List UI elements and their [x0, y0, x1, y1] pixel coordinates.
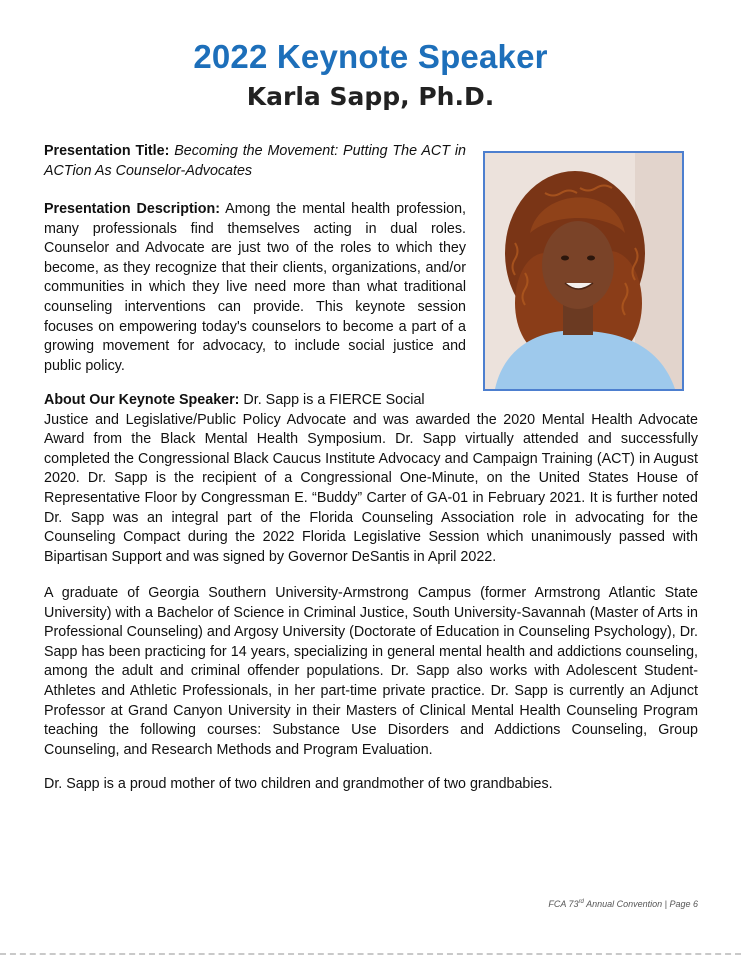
footer-superscript: rd [578, 899, 584, 905]
presentation-title-paragraph [44, 142, 466, 181]
about-text: Justice and Legislative/Public Policy Advocate and was awarded the 2020 Mental Health Advocate Award from the Black Mental Health Symposium. Dr. Sapp virtually attended and successfully completed the Congressional Black Caucus Institute Advocacy and Campaign Training (ACT) in August 2020. Dr. Sapp is the recipient of a Congressional One-Minute, on the United States House of Representative Floor by Congressman E. “Buddy” Carter of GA-01 in February 2021. It is further noted Dr. Sapp was an integral part of the Florida Counseling Association role in advocating for the Counseling Compact during the 2022 Florida Legislative Session which unanimously passed with Bipartisan Support and was signed by Governor DeSantis in April 2022. [44, 411, 698, 565]
speaker-photo [483, 151, 684, 391]
presentation-title-value: Becoming the Movement: Putting The ACT in ACTion As Counselor-Advocates [44, 143, 466, 179]
about-first-line [44, 391, 698, 411]
page-title: 2022 Keynote Speaker [193, 38, 548, 75]
presentation-title-label: Presentation Title: [44, 143, 170, 159]
presentation-description-text: Among the mental health profession, many professionals find themselves acting in dual roles. Counselor and Advocate are just two of the roles to which they become, as they recognize that their clients, organizations, and/or communities in which they live need more than what traditional counseling interventions can provide. This keynote session focuses on empowering today's counselors to become a part of a growing movement for advocacy, to include social justice and public policy. [44, 201, 467, 374]
about-speaker-paragraph [44, 391, 698, 567]
bottom-divider [0, 953, 741, 955]
page-footer [548, 899, 698, 909]
presentation-description-paragraph [44, 200, 466, 376]
about-first-line-text: Dr. Sapp is a FIERCE Social [243, 392, 425, 408]
footer-suffix: Annual Convention | Page 6 [583, 899, 698, 909]
about-label: About Our Keynote Speaker: [44, 392, 240, 408]
education-paragraph: A graduate of Georgia Southern University-Armstrong Campus (former Armstrong Atlantic State University) with a Bachelor of Science in Criminal Justice, South University-Savannah (Master of Arts in Professional Counseling) and Argosy University (Doctorate of Education in Counseling Psychology), Dr. Sapp has been practicing for 14 years, specializing in general mental health and addictions counseling, among the adult and criminal offender populations. Dr. Sapp also works with Adolescent Student-Athletes and Athletic Professionals, in her part-time private practice. Dr. Sapp is currently an Adjunct Professor at Grand Canyon University in their Masters of Clinical Mental Health Counseling Program teaching the following courses: Substance Use Disorders and Addictions Counseling, Group Counseling, and Research Methods and Program Evaluation. [44, 585, 699, 758]
speaker-name: Karla Sapp, Ph.D. [246, 82, 495, 111]
footer-prefix: FCA 73 [548, 899, 579, 909]
speaker-portrait-illustration [485, 153, 682, 389]
presentation-description-label: Presentation Description: [44, 201, 220, 217]
family-paragraph: Dr. Sapp is a proud mother of two children and grandmother of two grandbabies. [44, 776, 553, 792]
